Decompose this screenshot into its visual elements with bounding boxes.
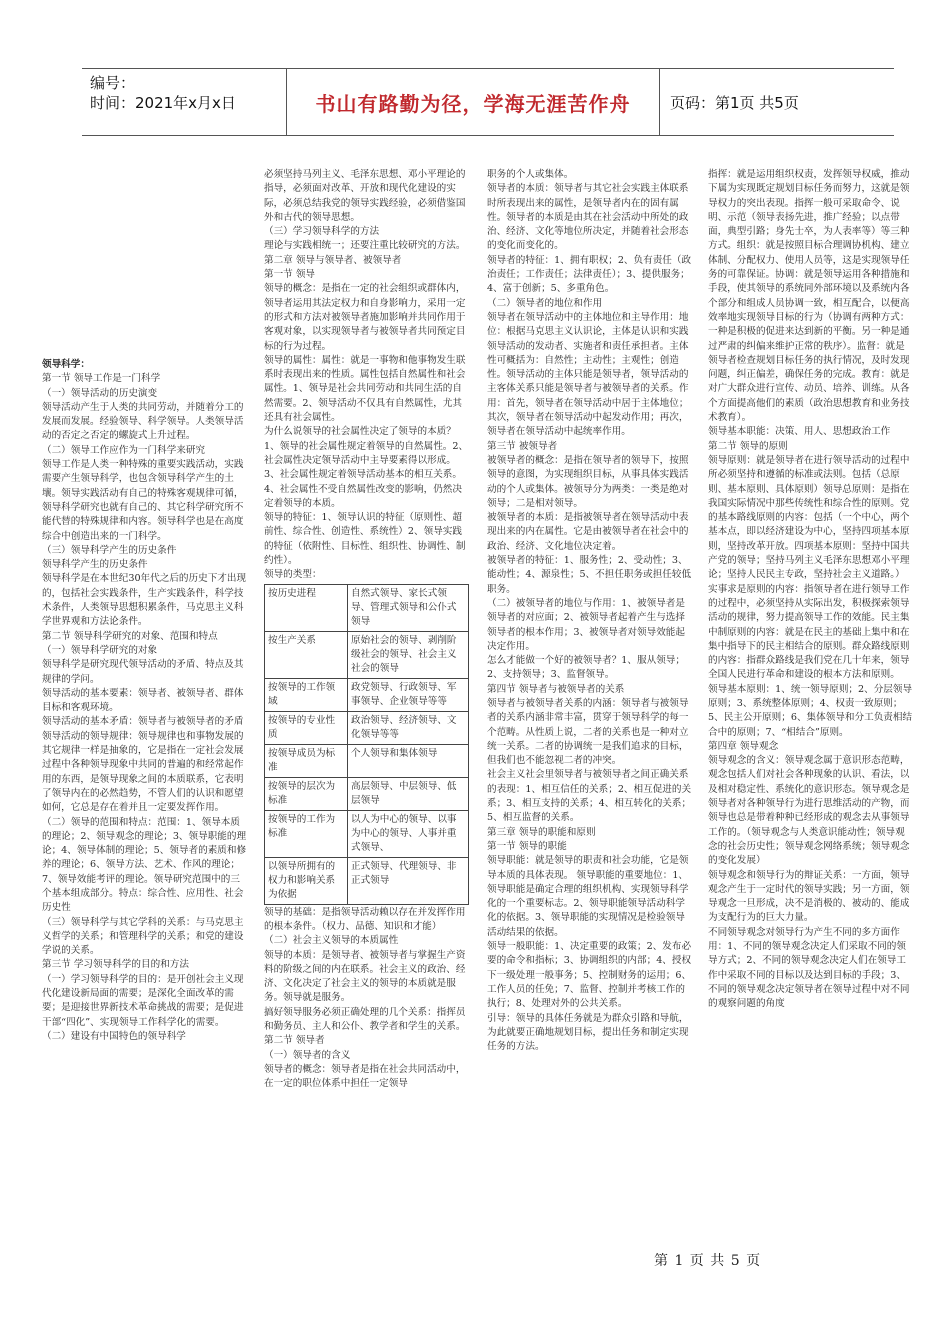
paragraph: 怎么才能做一个好的被领导者？1、服从领导；2、支持领导；3、监督领导。: [487, 655, 685, 681]
type-values-cell: 以人为中心的领导、以事为中心的领导、人事并重式领导、: [348, 810, 469, 857]
paragraph: 领导科学产生的历史条件: [42, 559, 148, 571]
column-4: [708, 168, 914, 1012]
paragraph: 领导基本原则：1、统一领导原则；2、分层领导原则；3、系统整体原则；4、权责一致原则；5、民主公开原则；6、集体领导和分工负责相结合中的原则；7、“相结合”原则。: [708, 683, 913, 738]
table-row: [265, 857, 469, 904]
paragraph: 领导科学是在本世纪30年代之后的历史下才出现的，包括社会实践条件，生产实践条件，科学技术条件，人类领导思想积累条件，马克思主义科学世界观和方法论条件。: [42, 573, 247, 628]
paragraph: 第三节 学习领导科学的目的和方法: [42, 959, 189, 971]
paragraph: 领导的特征：1、领导认识的特征（原则性、超前性、综合性、创造性、系统性）2、领导实践的特征（依附性、目标性、组织性、协调性、制约性）。: [264, 512, 466, 567]
paragraph: 不同领导观念对领导行为产生不同的多方面作用：1、不同的领导观念决定人们采取不同的领导方式；2、不同的领导观念决定人们在领导工作中采取不同的目标以及达到目标的手段；3、不同的领导观念决定领导者在领导过程中对不同的观察问题的角度: [708, 926, 910, 1010]
type-values-cell: 个人领导和集体领导: [348, 744, 469, 777]
paragraph: 第四章 领导观念: [708, 740, 779, 752]
type-basis-cell: 按领导的工作为标准: [265, 810, 348, 857]
type-basis-cell: 按领导的专业性质: [265, 711, 348, 744]
page-footer: 第 1 页 共 5 页: [654, 1253, 762, 1269]
table-row: [265, 584, 469, 631]
paragraph: 被领导者的概念：是指在领导者的领导下，按照领导的意图，为实现组织目标，从事具体实践活动的个人或集体。被领导分为两类：一类是绝对领导；二是相对领导。: [487, 454, 689, 509]
paragraph: 第三节 被领导者: [487, 440, 558, 452]
paragraph: 领导活动产生于人类的共同劳动，并随着分工的发展而发展。经验领导、科学领导。人类领导活动的否定之否定的螺旋式上升过程。: [42, 401, 244, 442]
paragraph: 领导一般职能：1、决定重要的政策；2、发布必要的命令和指标；3、协调组织的内部；4、授权下一级处理一般事务；5、控制财务的运用；6、工作人员的任免；7、监督、控制并考核工作的执行；8、处理对外的公共关系。: [487, 941, 692, 1010]
paragraph: （一）领导科学研究的对象: [42, 644, 158, 656]
paragraph: 领导观念和领导行为的辩证关系：一方面，领导观念产生于一定时代的领导实践；另一方面，领导观念一旦形成，决不是消极的、被动的、能成为支配行为的巨大力量。: [708, 869, 910, 924]
type-basis-cell: 按生产关系: [265, 631, 348, 678]
paragraph: 第三章 领导的职能和原则: [487, 826, 596, 838]
paragraph: 领导职能：就是领导的职责和社会功能，它是领导本质的具体表现。 领导职能的重要地位：1、领导职能是确定合理的组织机构、实现领导科学化的一个重要标志。2、领导职能领导活动科学化的依据。3、领导职能的实现情况是检验领导活动结果的依据。: [487, 855, 689, 938]
number-label: 编号：: [90, 74, 136, 92]
paragraph: 为什么说领导的社会属性决定了领导的本质？1、领导的社会属性规定着领导的自然属性。2、社会属性决定领导活动中主导要素得以形成。3、社会属性规定着领导活动基本的相互关系。4、社会属性不受自然属性改变的影响，仍然决定着领导的本质。: [264, 426, 469, 509]
type-values-cell: 高层领导、中层领导、低层领导: [348, 777, 469, 810]
paragraph: 必须坚持马列主义、毛泽东思想、邓小平理论的指导，必须面对改革、开放和现代化建设的实际，必须总结我党的领导实践经验，必须借鉴国外和古代的领导思想。: [264, 169, 466, 223]
type-values-cell: 政治领导、经济领导、文化领导等等: [348, 711, 469, 744]
paragraph: 领导的概念：是指在一定的社会组织或群体内，领导者运用其法定权力和自身影响力，采用一定的形式和方法对被领导者施加影响并共同作用于客观对象，以实现领导者与被领导者共同预定目标的行为过程。: [264, 283, 466, 352]
paragraph: 指挥：就是运用组织权责，发挥领导权威，推动下属为实现既定规划目标任务而努力，这就是领导权力的突出表现。指挥一般可采取命令、说明、示范（领导表扬先进，推广经验；以点带面，典型引路；身先士卒，为人表率等）等三种方式。组织：就是按照目标合理调协机构、建立体制、分配权力、使用人员等，这是实现领导任务的可靠保证。协调：就是领导运用各种措施和手段，使其领导的系统同外部环境以及系统内各个部分和组成人员协调一致，相互配合，以便高效率地实现领导目标的行为（协调有两种方式：一种是积极的促进来达到新的平衡。另一种是通过严肃的纠偏来维护正常的秩序）。监督：就是领导者检查规划目标任务的执行情况，及时发现问题，纠正偏差，确保任务的完成。教育：就是对广大群众进行宣传、动员、培养、训练。从各个方面提高他们的素质（政治思想教育和业务技术教育）。: [708, 169, 910, 424]
paragraph: 领导基本职能：决策、用人、思想政治工作: [708, 426, 891, 438]
type-values-cell: 原始社会的领导、剥削阶级社会的领导、社会主义社会的领导: [348, 631, 469, 678]
paragraph: 第二节 领导的原则: [708, 440, 788, 452]
paragraph: （二）领导的范围和特点：范围：1、领导本质的理论；2、领导观念的理论；3、领导职能的理论；4、领导体制的理论；5、领导者的素质和修养的理论；6、领导方法、艺术、作风的理论；7、领导效能考评的理论。领导研究范围中的三个基本组成部分。特点：综合性、应用性、社会历史性: [42, 816, 247, 914]
paragraph: 第一节 领导的职能: [487, 840, 567, 852]
paragraph: 领导者在领导活动中的主体地位和主导作用：地位：根据马克思主义认识论，主体是认识和实践领导活动的发动者、实施者和责任承担者。主体性可概括为：自然性；主动性；主观性；创造性。领导活动的主体只能是领导者，领导活动的主客体关系只能是领导者与被领导者的关系。作用：首先，领导者在领导活动中居于主体地位；其次，领导者在领导活动中起发动作用；再次，领导者在领导活动中起统率作用。: [487, 311, 689, 438]
paragraph: 领导者的概念：领导者是指在社会共同活动中，在一定的职位体系中担任一定领导: [264, 1063, 466, 1090]
type-basis-cell: 以领导所拥有的权力和影响关系为依据: [265, 857, 348, 904]
paragraph: （二）领导工作应作为一门科学来研究: [42, 444, 206, 456]
page-label: 页码：第1页 共5页: [670, 93, 799, 112]
paragraph: 领导的属性：属性：就是一事物和他事物发生联系时表现出来的性质。属性包括自然属性和社会属性。1、领导是社会共同劳动和共同生活的自然需要。2、领导活动不仅具有自然属性，尤其还具有社会属性。: [264, 354, 466, 424]
paragraph: （二）被领导者的地位与作用：1、被领导者是领导者的对应面；2、被领导者起着产生与选择领导者的根本作用；3、被领导者对领导效能起决定作用。: [487, 597, 685, 652]
paragraph: 被领导者的本质：是指被领导者在领导活动中表现出来的内在属性。它是由被领导者在社会中的政治、经济、文化地位决定着。: [487, 512, 689, 552]
paragraph: （二）建设有中国特色的领导科学: [42, 1030, 186, 1042]
paragraph: 第一节 领导工作是一门科学: [42, 373, 161, 385]
paragraph: 领导者的特征：1、拥有职权；2、负有责任（政治责任；工作责任；法律责任）；3、提供服务；4、富于创新；5、多重角色。: [487, 254, 692, 295]
paragraph: （二）领导者的地位和作用: [487, 297, 603, 309]
motto: 书山有路勤为径，学海无涯苦作舟: [287, 69, 660, 135]
type-values-cell: 政党领导、行政领导、军事领导、企业领导等等: [348, 678, 469, 711]
paragraph: 领导科学是研究现代领导活动的矛盾、特点及其规律的学问。: [42, 659, 244, 685]
paragraph: 领导科学：: [42, 359, 90, 370]
paragraph: 领导观念的含义：领导观念属于意识形态范畴，观念包括人们对社会各种现象的认识、看法，以及相对稳定性、系统化的意识形态。领导观念是领导者对各种领导行为进行思维活动的产物，而领导也总是带着种种已经形成的观念去从事领导工作的。（领导观念与人类意识能动性；领导观念的社会历史性；领导观念网络系统；领导观念的变化发展）: [708, 755, 910, 867]
paragraph: 被领导者的特征：1、服务性；2、受动性；3、能动性；4、源泉性；5、不担任职务或担任较低职务。: [487, 555, 692, 595]
paragraph: 社会主义社会里领导者与被领导者之间正确关系的表现：1、相互信任的关系；2、相互促进的关系；3、相互支持的关系；4、相互转化的关系；5、相互监督的关系。: [487, 769, 692, 824]
paragraph: 第二章 领导与领导者、被领导者: [264, 254, 402, 266]
paragraph: 引导：领导的具体任务就是为群众引路和导航，为此就要正确地规划目标，提出任务和制定实现任务的方法。: [487, 1012, 689, 1053]
paragraph: 领导的本质：是领导者、被领导者与掌握生产资料的阶级之间的内在联系。社会主义的政治、经济、文化决定了社会主义的领导的本质就是服务。领导就是服务。: [264, 949, 466, 1004]
time-label: 时间：2021年x月x日: [90, 94, 236, 112]
type-values-cell: 正式领导、代理领导、非正式领导: [348, 857, 469, 904]
paragraph: 职务的个人或集体。: [487, 169, 574, 180]
paragraph: 领导者的本质：领导者与其它社会实践主体联系时所表现出来的属性，是领导者内在的固有属性。领导者的本质是由其在社会活动中所处的政治、经济、文化等地位所决定，并随着社会形态的变化而变化的。: [487, 183, 689, 252]
leadership-types-table: [264, 584, 469, 905]
table-row: [265, 631, 469, 678]
paragraph: 领导活动的基本要素：领导者、被领导者、群体目标和客观环境。: [42, 687, 244, 714]
page-header: [82, 68, 894, 136]
paragraph: 领导的基础：是指领导活动赖以存在并发挥作用的根本条件。（权力、品德、知识和才能）: [264, 906, 466, 932]
paragraph: 理论与实践相统一；还要注重比较研究的方法。: [264, 240, 466, 252]
type-basis-cell: 按历史进程: [265, 584, 348, 631]
paragraph: 领导原则：就是领导者在进行领导活动的过程中所必须坚持和遵循的标准或法则。包括（总原则、基本原则、具体原则）领导总原则：是指在我国实际情况中那些传统性和综合性的原则。党的基本路线原则的内容：包括（一个中心，两个基本点，即以经济建设为中心，坚持四项基本原则，坚持改革开放。四项基本原则：坚持中国共产党的领导；坚持马列主义毛泽东思想邓小平理论；坚持人民民主专政，坚持社会主义道路。）实事求是原则的内容：指领导者在进行领导工作的过程中，必须坚持从实际出发，积极探索领导活动的规律，努力提高领导工作的效能。民主集中制原则的内容：就是在民主的基础上集中和在集中指导下的民主相结合的原则。群众路线原则的内容：指群众路线是我们党在几十年来，领导全国人民进行革命和建设的根本方法和原则。: [708, 454, 910, 681]
table-row: [265, 711, 469, 744]
type-basis-cell: 按领导的工作领域: [265, 678, 348, 711]
type-basis-cell: 按领导成员为标准: [265, 744, 348, 777]
table-row: [265, 777, 469, 810]
paragraph: 领导者与被领导者关系的内涵：领导者与被领导者的关系内涵非常丰富，贯穿于领导科学的每一个范畴。从性质上说，二者的关系也是一种对立统一关系。二者的协调统一是我们追求的目标， 但我们也不能忽视二者的冲突。: [487, 697, 689, 767]
type-values-cell: 自然式领导、家长式领导、管理式领导和公仆式领导: [348, 584, 469, 631]
column-2: [264, 168, 470, 1091]
paragraph: 领导活动的领导规律：领导规律也和事物发展的其它规律一样是抽象的，它是指在一定社会发展过程中各种领导现象中共同的普遍的和经常起作用的东西，是领导现象之间的本质联系，它表明了领导内在的必然趋势，不管人们的认识和愿望如何，它总是存在着并且一定要发挥作用。: [42, 730, 244, 814]
paragraph: 第二节 领导科学研究的对象、范围和特点: [42, 630, 218, 642]
paragraph: 第四节 领导者与被领导者的关系: [487, 683, 625, 695]
header-meta: [82, 69, 287, 135]
paragraph: 领导的类型：: [264, 569, 322, 581]
paragraph: 第一节 领导: [264, 269, 316, 281]
column-2-top: [264, 168, 470, 583]
paragraph: 第二节 领导者: [264, 1035, 325, 1047]
paragraph: （三）领导科学与其它学科的关系：与马克思主义哲学的关系；和管理科学的关系；和党的建设学说的关系。: [42, 916, 244, 957]
table-row: [265, 678, 469, 711]
paragraph: （一）学习领导科学的目的：是开创社会主义现代化建设新局面的需要；是深化全面改革的需要；是迎接世界新技术革命挑战的需要；是促进干部“四化”、实现领导工作科学化的需要。: [42, 973, 244, 1028]
paragraph: 领导工作是人类一种特殊的重要实践活动，实践需要产生领导科学，也包含领导科学产生的土壤。领导实践活动有自己的特殊客观规律可循，领导科学研究也就有自己的、其它科学研究所不能代替的特殊规律和内容。领导科学也是在高度综合中创造出来的一门科学。: [42, 459, 244, 542]
column-3: [487, 168, 692, 1054]
column-1: [42, 358, 247, 1044]
paragraph: （三）领导科学产生的历史条件: [42, 544, 177, 556]
paragraph: （一）领导活动的历史演变: [42, 387, 158, 399]
paragraph: 领导活动的基本矛盾：领导者与被领导者的矛盾: [42, 716, 244, 728]
table-row: [265, 810, 469, 857]
table-row: [265, 744, 469, 777]
paragraph: 搞好领导服务必须正确处理的几个关系：指挥员和勤务员、主人和公仆、教学者和学生的关系。: [264, 1006, 466, 1032]
paragraph: （二）社会主义领导的本质属性: [264, 935, 399, 947]
type-basis-cell: 按领导的层次为标准: [265, 777, 348, 810]
paragraph: （一）领导者的含义: [264, 1049, 351, 1061]
paragraph: （三）学习领导科学的方法: [264, 226, 380, 238]
column-2-bottom: [264, 906, 470, 1092]
